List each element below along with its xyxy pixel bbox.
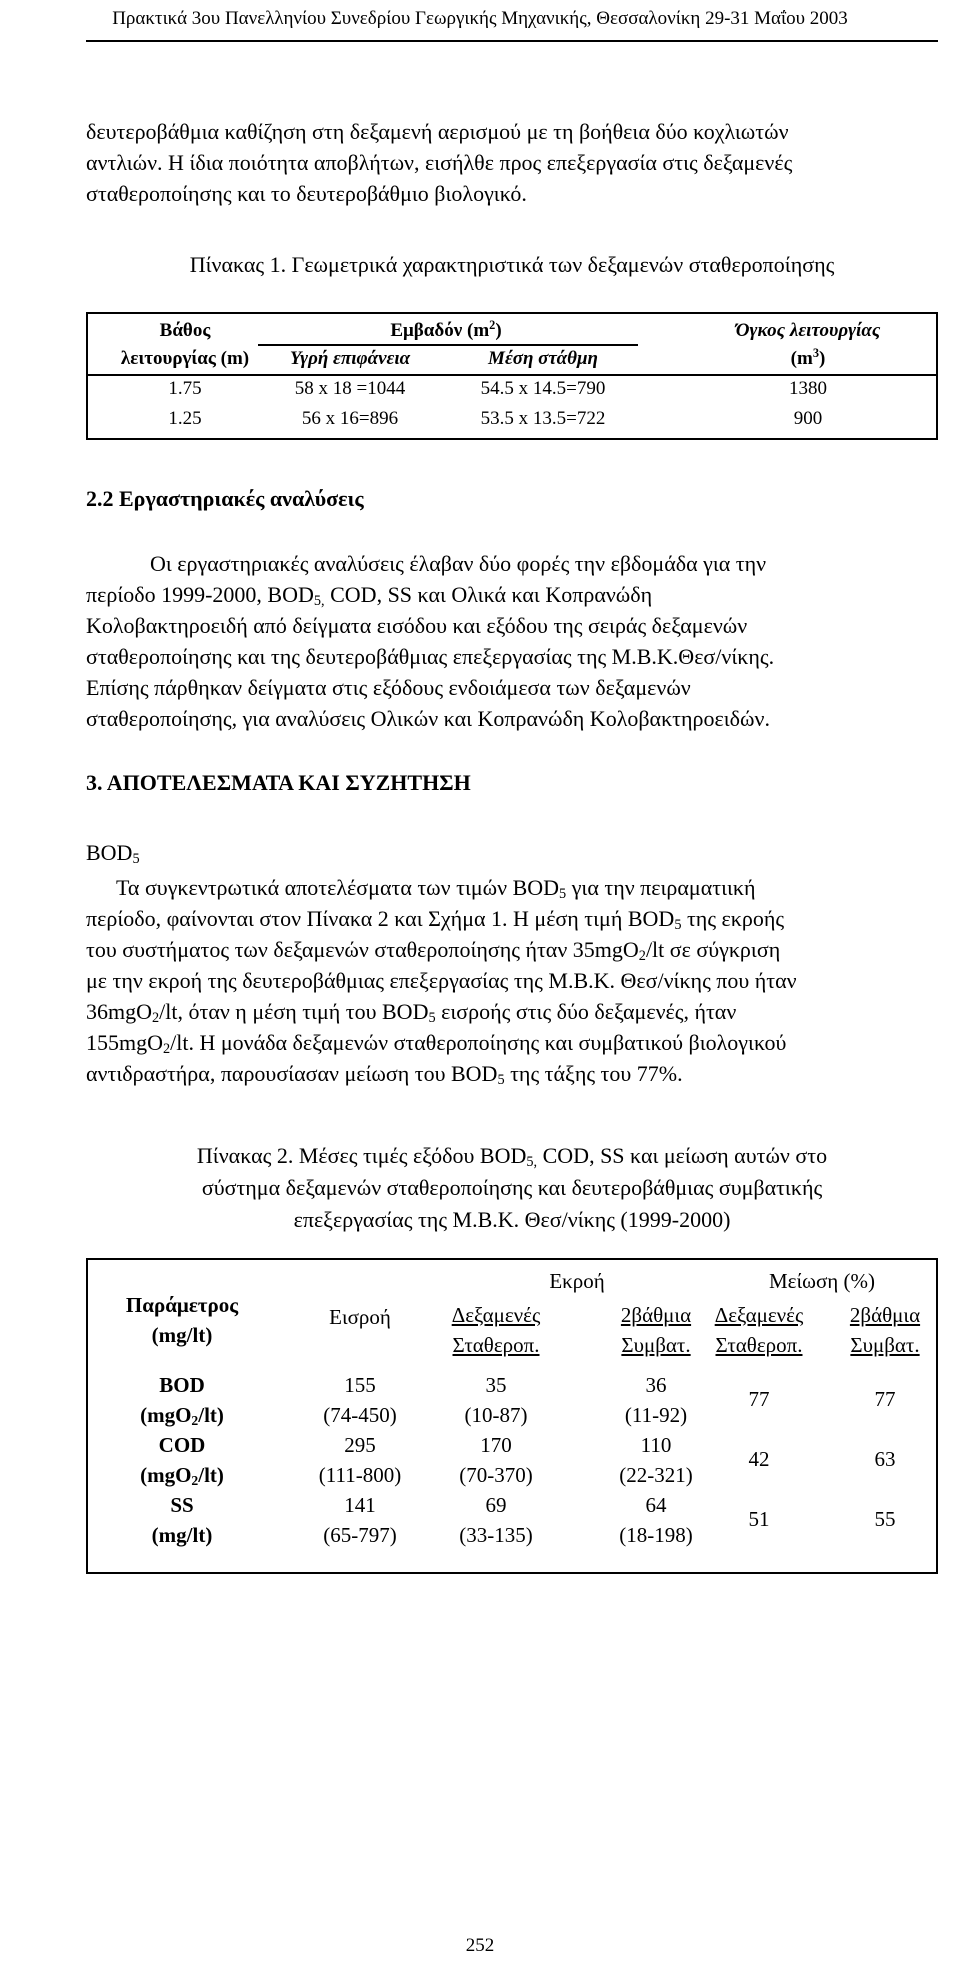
table1 [86, 312, 938, 440]
table1-header-wet-surface: Υγρή επιφάνεια [289, 348, 411, 369]
table2-header-reduction-secondary: 2βάθμια Συμβατ. [849, 1303, 921, 1357]
table1-header-volume-unit: $(m^3)$ [790, 346, 826, 369]
table1-cell: 1380 [789, 378, 827, 399]
table2-cell-secondary: 36 (11-92) [624, 1373, 688, 1427]
table2-param-ss: SS (mg/lt) [151, 1493, 213, 1547]
table2-cell-reduction-tanks: 77 [748, 1387, 770, 1411]
table2 [86, 1258, 938, 1574]
paragraph-line: σταθεροποίησης και της δευτεροβάθμιας επεξεργασίας της Μ.Β.Κ.Θεσ/νίκης. [86, 644, 775, 669]
paragraph-line: σταθεροποίησης, για αναλύσεις Ολικών και Κοπρανώδη Κολοβακτηροειδών. [86, 706, 770, 731]
section-3-heading: 3. ΑΠΟΤΕΛΕΣΜΑΤΑ ΚΑΙ ΣΥΖΗΤΗΣΗ [86, 770, 471, 795]
paragraph-line: Τα συγκεντρωτικά αποτελέσματα των τιμών $BOD_5$ για την πειραματιική [116, 875, 756, 902]
table2-header-secondary: 2βάθμια Συμβατ. [620, 1303, 692, 1357]
table1-header-mean-level: Μέση στάθμη [488, 348, 598, 369]
table2-cell-reduction-tanks: 42 [748, 1447, 770, 1471]
header-rule [86, 40, 938, 42]
table2-header-parameter: Παράμετρος (mg/lt) [125, 1293, 239, 1347]
paragraph-line: του συστήματος των δεξαμενών σταθεροποίησης ήταν 35mgO$_2$/lt σε σύγκριση [86, 937, 781, 964]
table2-param-cod: COD (mgO$_2$/lt) [140, 1433, 224, 1488]
table2-cell-reduction-secondary: 77 [874, 1387, 896, 1411]
paragraph-line: αντιδραστήρα, παρουσίασαν μείωση του $BOD_5$ της τάξης του 77%. [86, 1061, 683, 1088]
intro-line: σταθεροποίησης και το δευτεροβάθμιο βιολογικό. [86, 181, 527, 206]
paragraph-line: Επίσης πάρθηκαν δείγματα στις εξόδους ενδοιάμεσα των δεξαμενών [86, 675, 691, 700]
caption-line: επεξεργασίας της Μ.Β.Κ. Θεσ/νίκης (1999-2000) [293, 1207, 731, 1232]
table1-cell: 56 x 16=896 [301, 408, 399, 429]
paragraph-line: Κολοβακτηροειδή από δείγματα εισόδου και εξόδου της σειράς δεξαμενών [86, 613, 748, 638]
paragraph-line: 36mgO$_2$/lt, όταν η μέση τιμή του $BOD_5$ εισροής στις δύο δεξαμενές, ήταν [86, 999, 737, 1026]
caption-line: Πίνακας 2. Μέσες τιμές εξόδου $BOD_{5,}$ COD, SS και μείωση αυτών στο [196, 1143, 828, 1170]
table2-cell-inflow: 295 (111-800) [318, 1433, 402, 1487]
section-2-2-heading: 2.2 Εργαστηριακές αναλύσεις [86, 486, 364, 511]
table2-cell-inflow: 155 (74-450) [323, 1373, 397, 1427]
table1-cell: 54.5 x 14.5=790 [480, 378, 606, 399]
table2-cell-reduction-secondary: 55 [874, 1507, 896, 1531]
table1-cell: 1.25 [168, 408, 202, 429]
table1-header-area: Εμβαδόν $(m^2)$ [390, 318, 502, 341]
table2-header-inflow: Εισροή [329, 1305, 391, 1329]
table2-cell-secondary: 110 (22-321) [619, 1433, 693, 1487]
table1-rule [88, 374, 936, 376]
table1-cell: 900 [793, 408, 823, 429]
table1-header-volume: Όγκος λειτουργίας [735, 320, 881, 341]
table2-header-tanks: Δεξαμενές Σταθεροπ. [451, 1303, 541, 1357]
table1-rule [258, 344, 638, 346]
table2-caption [86, 1140, 938, 1236]
section-3-paragraph [86, 872, 938, 1089]
paragraph-line: περίοδο 1999-2000, $BOD_{5,}$ COD, SS και Ολικά και Κοπρανώδη [86, 582, 653, 609]
table1-cell: 53.5 x 13.5=722 [480, 408, 606, 429]
paragraph-line: Οι εργαστηριακές αναλύσεις έλαβαν δύο φορές την εβδομάδα για την [150, 551, 767, 576]
table1-cell: 58 x 18 =1044 [294, 378, 406, 399]
running-header: Πρακτικά 3ου Πανελληνίου Συνεδρίου Γεωργικής Μηχανικής, Θεσσαλονίκη 29-31 Μαΐου 2003 [112, 8, 848, 29]
table2-cell-inflow: 141 (65-797) [323, 1493, 397, 1547]
intro-paragraph [86, 116, 938, 209]
paragraph-line: 155mgO$_2$/lt. Η μονάδα δεξαμενών σταθεροποίησης και συμβατικού βιολογικού [86, 1030, 787, 1057]
table2-cell-reduction-secondary: 63 [874, 1447, 896, 1471]
table2-param-bod: BOD (mgO$_2$/lt) [140, 1373, 224, 1428]
paragraph-line: περίοδο, φαίνονται στον Πίνακα 2 και Σχήμα 1. Η μέση τιμή $BOD_5$ της εκροής [86, 906, 785, 933]
table2-cell-tanks: 35 (10-87) [464, 1373, 528, 1427]
intro-line: αντλιών. Η ίδια ποιότητα αποβλήτων, εισήλθε προς επεξεργασία στις δεξαμενές [86, 150, 793, 175]
table1-caption: Πίνακας 1. Γεωμετρικά χαρακτηριστικά των δεξαμενών σταθεροποίησης [189, 252, 835, 277]
table2-cell-secondary: 64 (18-198) [619, 1493, 693, 1547]
subsection-bod-heading: $BOD_5$ [86, 840, 140, 867]
table2-header-outflow: Εκροή [549, 1269, 605, 1293]
table2-cell-reduction-tanks: 51 [748, 1507, 770, 1531]
table2-header-reduction-tanks: Δεξαμενές Σταθεροπ. [714, 1303, 804, 1357]
table1-header-depth-unit: λειτουργίας (m) [120, 348, 250, 369]
table2-cell-tanks: 170 (70-370) [459, 1433, 533, 1487]
caption-line: σύστημα δεξαμενών σταθεροποίησης και δευτεροβάθμιας συμβατικής [201, 1175, 823, 1200]
paragraph-line: με την εκροή της δευτεροβάθμιας επεξεργασίας της Μ.Β.Κ. Θεσ/νίκης που ήταν [86, 968, 797, 993]
table2-cell-tanks: 69 (33-135) [459, 1493, 533, 1547]
table1-cell: 1.75 [168, 378, 202, 399]
page-number: 252 [465, 1935, 495, 1956]
section-2-2-paragraph [86, 548, 938, 734]
table2-header-reduction: Μείωση (%) [769, 1269, 875, 1293]
intro-line: δευτεροβάθμια καθίζηση στη δεξαμενή αερισμού με τη βοήθεια δύο κοχλιωτών [86, 119, 789, 144]
table1-header-depth: Βάθος [159, 320, 211, 341]
